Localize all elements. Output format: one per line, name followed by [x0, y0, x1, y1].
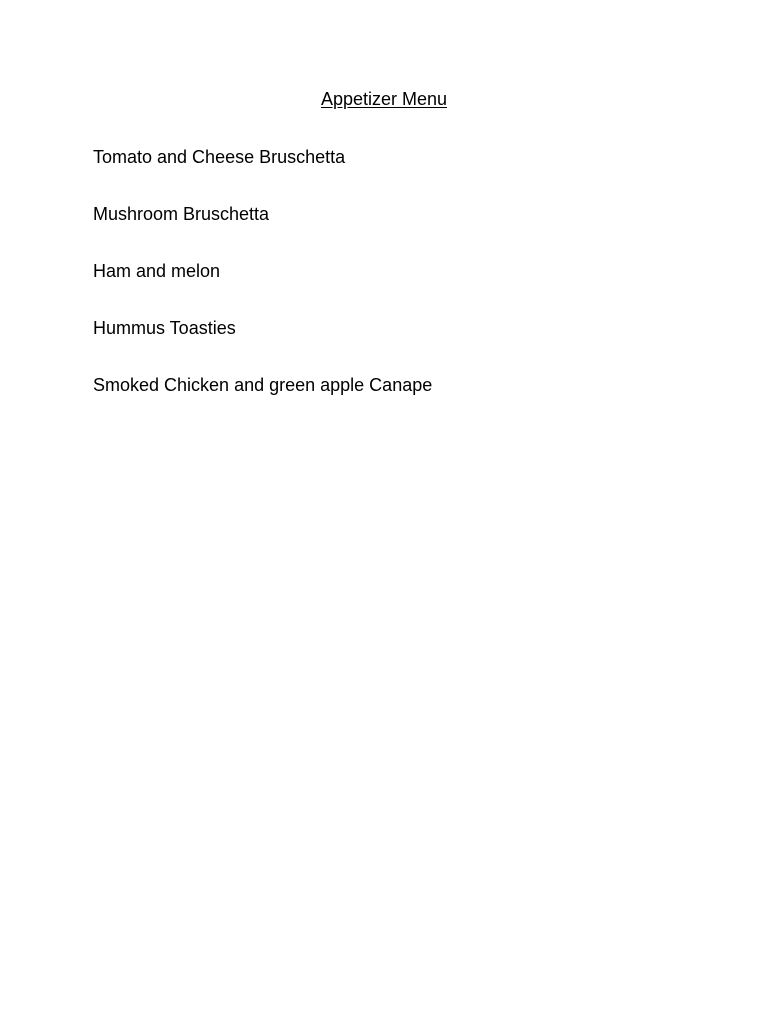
list-item: Tomato and Cheese Bruschetta [93, 147, 346, 167]
list-item: Hummus Toasties [93, 318, 236, 338]
list-item: Ham and melon [93, 261, 221, 281]
list-item: Smoked Chicken and green apple Canape [93, 375, 433, 395]
list-item: Mushroom Bruschetta [93, 204, 270, 224]
appetizer-list [93, 146, 432, 431]
page-title: Appetizer Menu [320, 89, 448, 109]
